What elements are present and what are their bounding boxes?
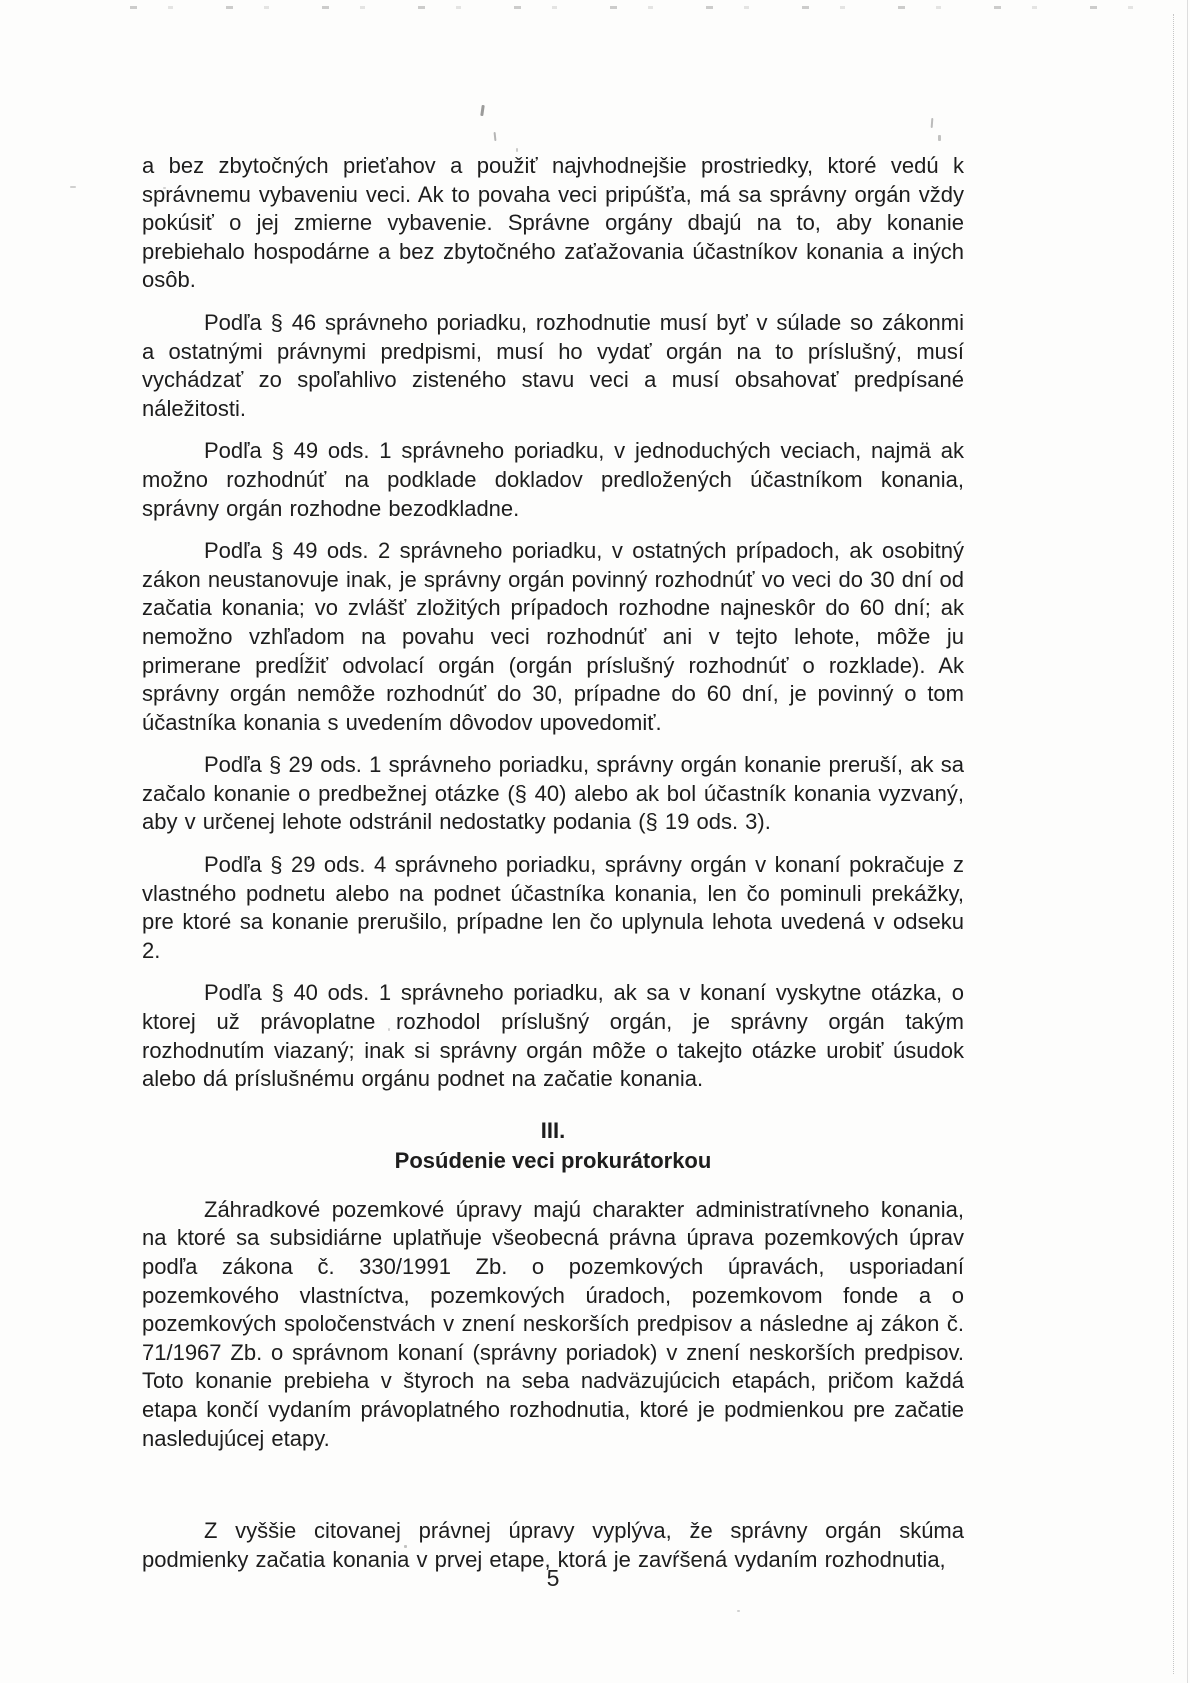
ink-speck — [737, 1610, 740, 1612]
paragraph-conclusion-start: Z vyššie citovanej právnej úpravy vyplýva, že správny orgán skúma podmienky začatia konania v prvej etape, ktorá je zavŕšená vydaním rozhodnutia, — [142, 1518, 964, 1572]
paragraph-section-49-ods-1: Podľa § 49 ods. 1 správneho poriadku, v jednoduchých veciach, najmä ak možno rozhodnúť na podklade dokladov predložených účastníkom konania, správny orgán rozhodne bezodkladne. — [142, 438, 964, 521]
paragraph-section-40-ods-1: Podľa § 40 ods. 1 správneho poriadku, ak sa v konaní vyskytne otázka, o ktorej už právoplatne rozhodol príslušný orgán, je správny orgán takým rozhodnutím viazaný; inak si správny orgán môže o takejto otázke urobiť úsudok alebo dá príslušnému orgánu podnet na začatie konania. — [142, 980, 964, 1092]
ink-speck — [938, 135, 941, 141]
paragraph-section-49-ods-2: Podľa § 49 ods. 2 správneho poriadku, v ostatných prípadoch, ak osobitný zákon neustanovuje inak, je správny orgán povinný rozhodnúť vo veci do 30 dní od začatia konania; vo zvlášť zložitých prípadoch rozhodne najneskôr do 60 dní; ak nemožno vzhľadom na povahu veci rozhodnúť ani v tejto lehote, môže ju primerane predĺžiť odvolací orgán (orgán príslušný rozhodnúť o rozklade). Ak správny orgán nemôže rozhodnúť do 30, prípadne do 60 dní, je povinný o tom účastníka konania s uvedením dôvodov upovedomiť. — [142, 538, 964, 735]
scan-edge-artifact-right-line — [1187, 0, 1188, 1683]
paragraph-section-29-ods-1: Podľa § 29 ods. 1 správneho poriadku, správny orgán konanie preruší, ak sa začalo konanie o predbežnej otázke (§ 40) alebo ak bol účastník konania vyzvaný, aby v určenej lehote odstránil nedostatky podania (§ 19 ods. 3). — [142, 752, 964, 835]
document-text-block — [142, 152, 964, 1588]
paragraph-garden-land-adjustments: Záhradkové pozemkové úpravy majú charakter administratívneho konania, na ktoré sa subsidiárne uplatňuje všeobecná právna úprava pozemkových úprav podľa zákona č. 330/1991 Zb. o pozemkových úpravách, usporiadaní pozemkového vlastníctva, pozemkových úradoch, pozemkovom fonde a o pozemkových spoločenstvách v znení neskorších predpisov a následne aj zákon č. 71/1967 Zb. o správnom konaní (správny poriadok) v znení neskorších predpisov. Toto konanie prebieha v štyroch na seba nadväzujúcich etapách, pričom každá etapa končí vydaním právoplatného rozhodnutia, ktoré je podmienkou pre začatie nasledujúcej etapy. — [142, 1196, 964, 1451]
paragraph-section-29-ods-4: Podľa § 29 ods. 4 správneho poriadku, správny orgán v konaní pokračuje z vlastného podnetu alebo na podnet účastníka konania, len čo pominuli prekážky, pre ktoré sa konanie prerušilo, prípadne len čo uplynula lehota uvedená v odseku 2. — [142, 852, 964, 963]
paragraph-section-46: Podľa § 46 správneho poriadku, rozhodnutie musí byť v súlade so zákonmi a ostatnými právnymi predpismi, musí ho vydať orgán na to príslušný, musí vychádzať zo spoľahlivo zisteného stavu veci a musí obsahovať predpísané náležitosti. — [142, 309, 964, 421]
ink-speck — [480, 105, 485, 116]
section-heading — [142, 1116, 964, 1176]
section-heading-title: Posúdenie veci prokurátorkou — [394, 1147, 712, 1173]
paragraph-intro-continuation: a bez zbytočných prieťahov a použiť najvhodnejšie prostriedky, ktoré vedú k správnemu vybaveniu veci. Ak to povaha veci pripúšťa, má sa správny orgán vždy pokúsiť o jej zmierne vybavenie. Správne orgány dbajú na to, aby konanie prebiehalo hospodárne a bez zbytočného zaťažovania účastníkov konania a iných osôb. — [142, 153, 964, 293]
page-number: 5 — [546, 1565, 560, 1591]
ink-speck — [494, 132, 497, 141]
scan-edge-artifact-top — [130, 6, 1140, 9]
section-heading-numeral: III. — [540, 1117, 566, 1143]
ink-speck — [70, 186, 76, 188]
ink-speck — [931, 118, 934, 128]
scan-edge-artifact-right-dotted — [1173, 14, 1174, 1674]
